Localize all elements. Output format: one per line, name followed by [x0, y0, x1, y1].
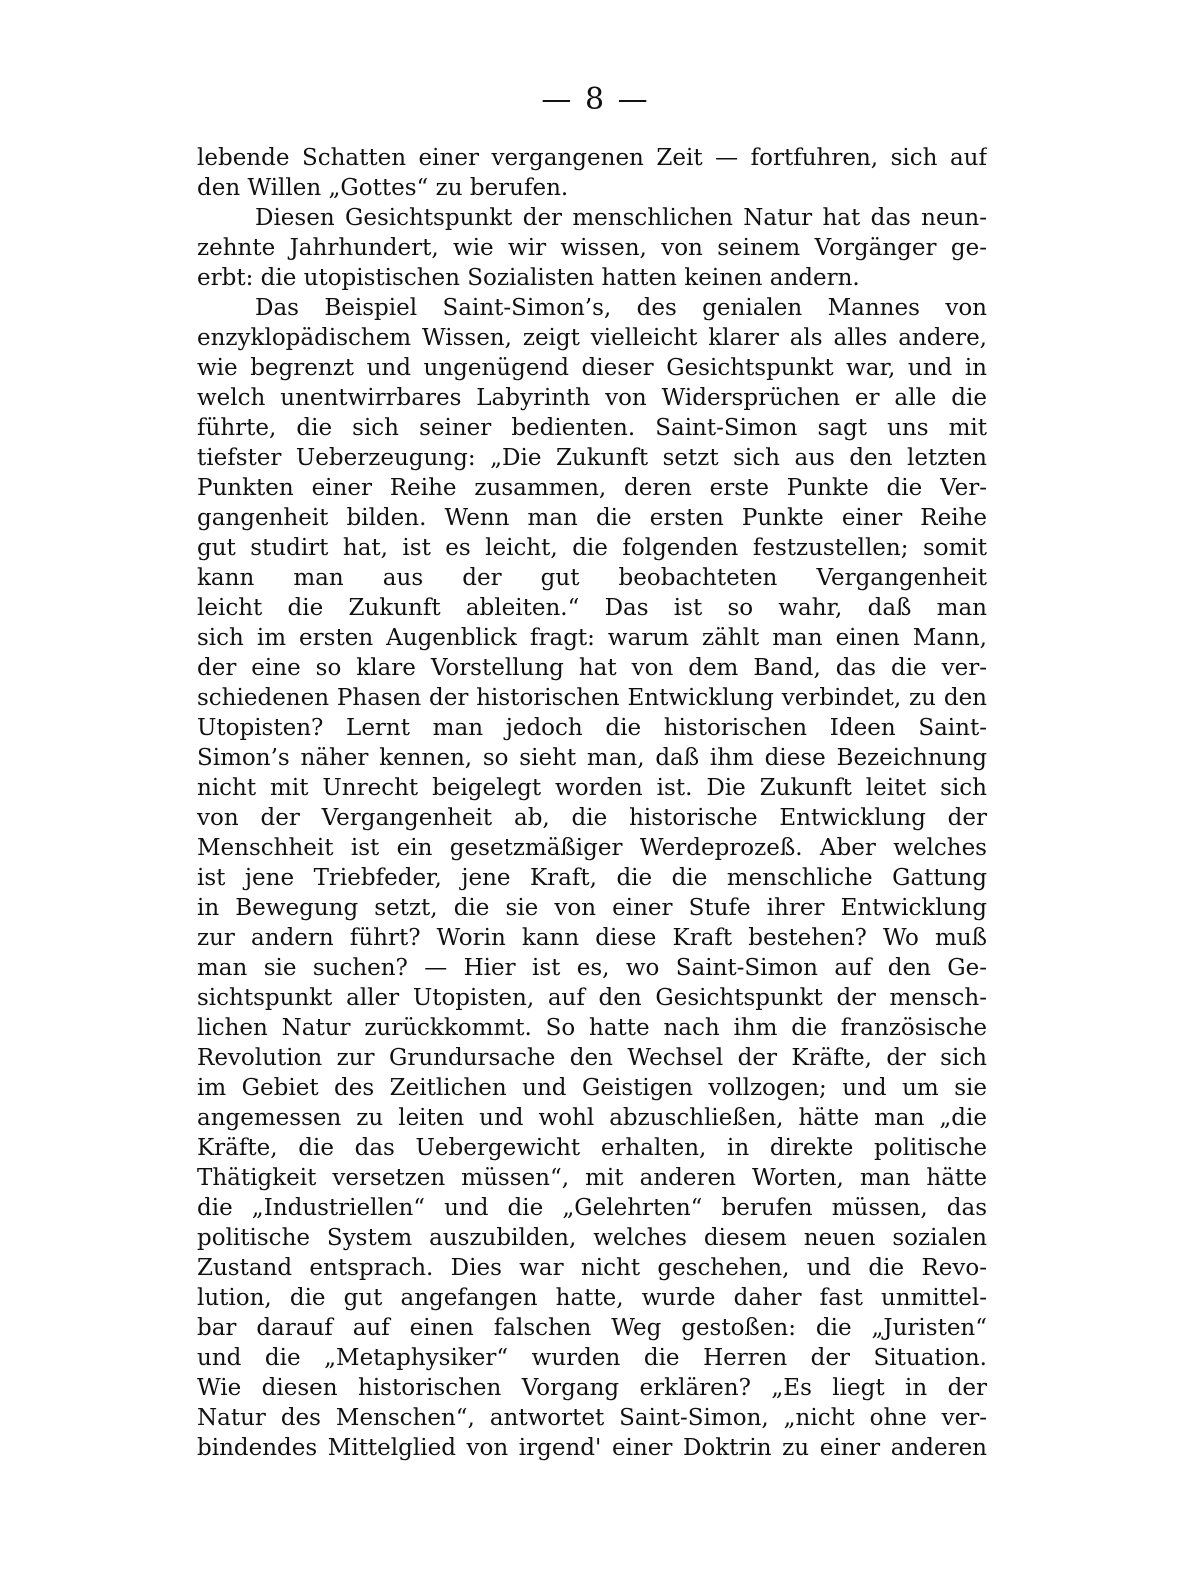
text-line: schiedenen Phasen der historischen Entwicklung verbindet, zu den: [197, 685, 987, 711]
text-line: Menschheit ist ein gesetzmäßiger Werdeprozeß. Aber welches: [197, 835, 987, 861]
text-line: in Bewegung setzt, die sie von einer Stufe ihrer Entwicklung: [197, 895, 987, 921]
text-line: erbt: die utopistischen Sozialisten hatten keinen andern.: [197, 265, 860, 291]
text-line: ist jene Triebfeder, jene Kraft, die die menschliche Gattung: [197, 865, 987, 891]
text-line: von der Vergangenheit ab, die historische Entwicklung der: [197, 805, 987, 831]
text-line: man sie suchen? — Hier ist es, wo Saint-Simon auf den Ge-: [197, 955, 987, 981]
text-line: zehnte Jahrhundert, wie wir wissen, von seinem Vorgänger ge-: [197, 235, 987, 261]
text-line: enzyklopädischem Wissen, zeigt vielleicht klarer als alles andere,: [197, 325, 987, 351]
text-line: Thätigkeit versetzen müssen“, mit anderen Worten, man hätte: [197, 1165, 987, 1191]
text-line: leicht die Zukunft ableiten.“ Das ist so wahr, daß man: [197, 595, 987, 621]
text-line: Punkten einer Reihe zusammen, deren erste Punkte die Ver-: [197, 475, 987, 501]
body-text: [197, 143, 987, 1463]
text-line: Revolution zur Grundursache den Wechsel der Kräfte, der sich: [197, 1045, 987, 1071]
text-line: nicht mit Unrecht beigelegt worden ist. Die Zukunft leitet sich: [197, 775, 987, 801]
text-line: Utopisten? Lernt man jedoch die historischen Ideen Saint-: [197, 715, 987, 741]
text-line: lution, die gut angefangen hatte, wurde daher fast unmittel-: [197, 1285, 987, 1311]
text-line: bindendes Mittelglied von irgend' einer Doktrin zu einer anderen: [197, 1435, 987, 1461]
page-number: — 8 —: [541, 82, 650, 117]
text-line: bar darauf auf einen falschen Weg gestoßen: die „Juristen“: [197, 1315, 987, 1341]
text-line: lichen Natur zurückkommt. So hatte nach ihm die französische: [197, 1015, 987, 1041]
text-line: Simon’s näher kennen, so sieht man, daß ihm diese Bezeichnung: [197, 745, 987, 771]
text-line: welch unentwirrbares Labyrinth von Widersprüchen er alle die: [197, 385, 987, 411]
text-line: Zustand entsprach. Dies war nicht geschehen, und die Revo-: [197, 1255, 987, 1281]
text-line: gut studirt hat, ist es leicht, die folgenden festzustellen; somit: [197, 535, 987, 561]
text-line: politische System auszubilden, welches diesem neuen sozialen: [197, 1225, 987, 1251]
text-line: sich im ersten Augenblick fragt: warum zählt man einen Mann,: [197, 625, 987, 651]
text-line: die „Industriellen“ und die „Gelehrten“ berufen müssen, das: [197, 1195, 987, 1221]
text-line: Diesen Gesichtspunkt der menschlichen Natur hat das neun-: [255, 205, 987, 231]
text-line: Natur des Menschen“, antwortet Saint-Simon, „nicht ohne ver-: [197, 1405, 987, 1431]
text-line: im Gebiet des Zeitlichen und Geistigen vollzogen; und um sie: [197, 1075, 987, 1101]
text-line: sichtspunkt aller Utopisten, auf den Gesichtspunkt der mensch-: [197, 985, 987, 1011]
text-line: zur andern führt? Worin kann diese Kraft bestehen? Wo muß: [197, 925, 987, 951]
text-line: der eine so klare Vorstellung hat von dem Band, das die ver-: [197, 655, 987, 681]
text-line: Kräfte, die das Uebergewicht erhalten, in direkte politische: [197, 1135, 987, 1161]
text-line: lebende Schatten einer vergangenen Zeit — fortfuhren, sich auf: [197, 145, 987, 171]
text-line: Das Beispiel Saint-Simon’s, des genialen Mannes von: [255, 295, 987, 321]
text-line: und die „Metaphysiker“ wurden die Herren der Situation.: [197, 1345, 987, 1371]
text-line: wie begrenzt und ungenügend dieser Gesichtspunkt war, und in: [197, 355, 987, 381]
text-line: kann man aus der gut beobachteten Vergangenheit: [197, 565, 987, 591]
text-line: den Willen „Gottes“ zu berufen.: [197, 175, 569, 201]
text-line: Wie diesen historischen Vorgang erklären? „Es liegt in der: [197, 1375, 987, 1401]
text-line: gangenheit bilden. Wenn man die ersten Punkte einer Reihe: [197, 505, 987, 531]
text-line: tiefster Ueberzeugung: „Die Zukunft setzt sich aus den letzten: [197, 445, 987, 471]
text-line: angemessen zu leiten und wohl abzuschließen, hätte man „die: [197, 1105, 987, 1131]
text-line: führte, die sich seiner bedienten. Saint-Simon sagt uns mit: [197, 415, 987, 441]
